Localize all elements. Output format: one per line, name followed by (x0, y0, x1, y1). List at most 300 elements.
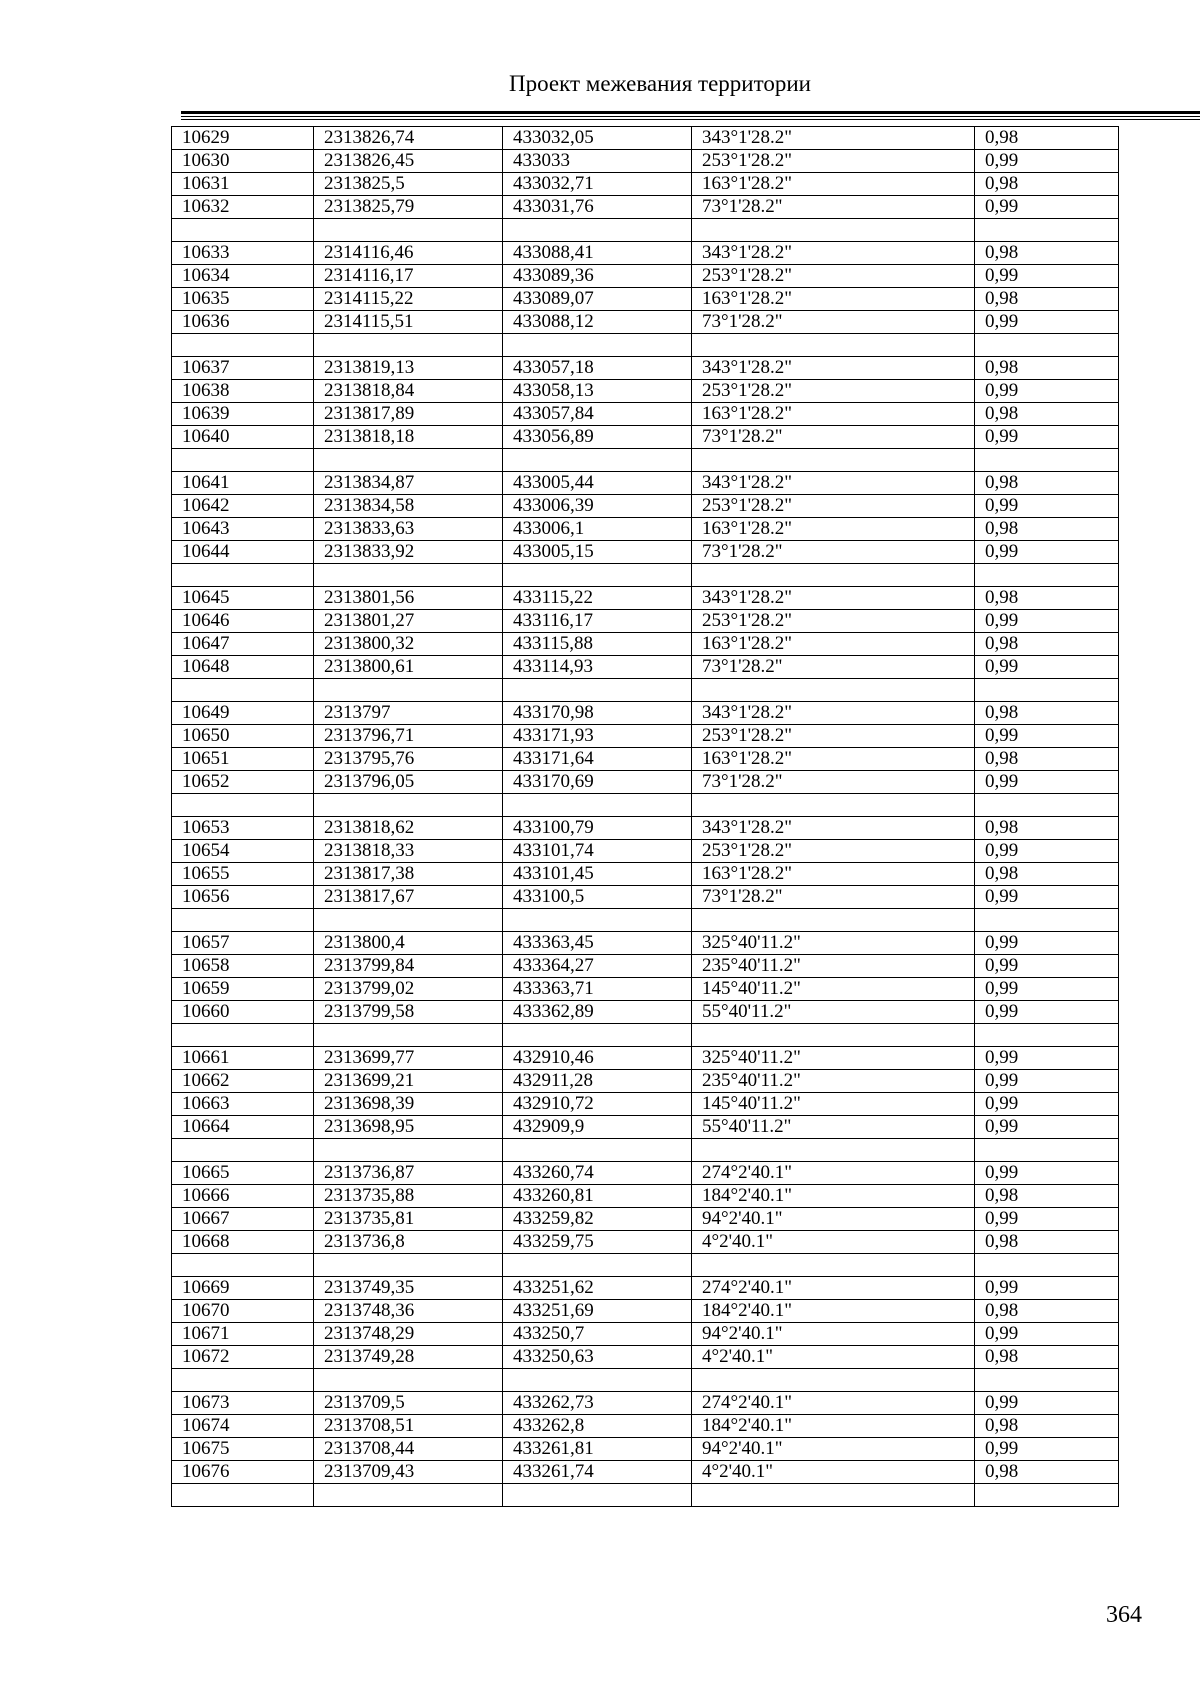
y-coordinate-cell: 433056,89 (503, 426, 692, 449)
distance-cell (975, 334, 1119, 357)
y-coordinate-cell: 433100,79 (503, 817, 692, 840)
x-coordinate-cell (314, 1254, 503, 1277)
x-coordinate-cell: 2313817,38 (314, 863, 503, 886)
y-coordinate-cell: 433088,12 (503, 311, 692, 334)
direction-angle-cell: 343°1'28.2" (692, 357, 975, 380)
distance-cell (975, 909, 1119, 932)
x-coordinate-cell: 2313800,32 (314, 633, 503, 656)
point-number-cell: 10663 (172, 1093, 314, 1116)
distance-cell: 0,99 (975, 1438, 1119, 1461)
point-number-cell: 10649 (172, 702, 314, 725)
table-row (172, 1346, 1119, 1369)
y-coordinate-cell: 433171,93 (503, 725, 692, 748)
direction-angle-cell: 343°1'28.2" (692, 817, 975, 840)
x-coordinate-cell: 2313826,45 (314, 150, 503, 173)
table-row (172, 1162, 1119, 1185)
direction-angle-cell: 73°1'28.2" (692, 196, 975, 219)
direction-angle-cell: 343°1'28.2" (692, 242, 975, 265)
table-row (172, 564, 1119, 587)
point-number-cell (172, 449, 314, 472)
y-coordinate-cell: 433089,07 (503, 288, 692, 311)
y-coordinate-cell: 433362,89 (503, 1001, 692, 1024)
direction-angle-cell (692, 219, 975, 242)
point-number-cell: 10631 (172, 173, 314, 196)
direction-angle-cell: 253°1'28.2" (692, 840, 975, 863)
point-number-cell: 10674 (172, 1415, 314, 1438)
distance-cell: 0,99 (975, 1323, 1119, 1346)
y-coordinate-cell: 433251,69 (503, 1300, 692, 1323)
y-coordinate-cell: 433363,45 (503, 932, 692, 955)
y-coordinate-cell (503, 219, 692, 242)
y-coordinate-cell (503, 1254, 692, 1277)
point-number-cell: 10648 (172, 656, 314, 679)
direction-angle-cell: 253°1'28.2" (692, 725, 975, 748)
x-coordinate-cell: 2313826,74 (314, 127, 503, 150)
x-coordinate-cell (314, 334, 503, 357)
table-row (172, 1024, 1119, 1047)
direction-angle-cell (692, 679, 975, 702)
y-coordinate-cell: 432910,72 (503, 1093, 692, 1116)
table-row (172, 610, 1119, 633)
table-row (172, 518, 1119, 541)
x-coordinate-cell: 2313698,95 (314, 1116, 503, 1139)
table-row (172, 1484, 1119, 1507)
y-coordinate-cell: 433251,62 (503, 1277, 692, 1300)
direction-angle-cell: 163°1'28.2" (692, 518, 975, 541)
x-coordinate-cell: 2313833,63 (314, 518, 503, 541)
direction-angle-cell: 274°2'40.1" (692, 1162, 975, 1185)
point-number-cell: 10669 (172, 1277, 314, 1300)
distance-cell (975, 1254, 1119, 1277)
x-coordinate-cell: 2313818,62 (314, 817, 503, 840)
point-number-cell: 10671 (172, 1323, 314, 1346)
direction-angle-cell: 184°2'40.1" (692, 1300, 975, 1323)
direction-angle-cell (692, 1484, 975, 1507)
x-coordinate-cell: 2313749,35 (314, 1277, 503, 1300)
point-number-cell: 10655 (172, 863, 314, 886)
x-coordinate-cell: 2313698,39 (314, 1093, 503, 1116)
y-coordinate-cell: 432909,9 (503, 1116, 692, 1139)
table-row (172, 1392, 1119, 1415)
point-number-cell (172, 1139, 314, 1162)
point-number-cell: 10651 (172, 748, 314, 771)
distance-cell: 0,98 (975, 1185, 1119, 1208)
y-coordinate-cell: 433259,82 (503, 1208, 692, 1231)
distance-cell: 0,98 (975, 472, 1119, 495)
y-coordinate-cell: 433363,71 (503, 978, 692, 1001)
x-coordinate-cell: 2313699,77 (314, 1047, 503, 1070)
page-header-title: Проект межевания территории (509, 71, 811, 96)
point-number-cell (172, 909, 314, 932)
point-number-cell: 10641 (172, 472, 314, 495)
table-row (172, 794, 1119, 817)
x-coordinate-cell: 2313735,81 (314, 1208, 503, 1231)
y-coordinate-cell (503, 449, 692, 472)
table-row (172, 403, 1119, 426)
distance-cell (975, 564, 1119, 587)
direction-angle-cell: 253°1'28.2" (692, 610, 975, 633)
distance-cell: 0,99 (975, 1277, 1119, 1300)
table-row (172, 633, 1119, 656)
y-coordinate-cell: 433260,74 (503, 1162, 692, 1185)
point-number-cell: 10657 (172, 932, 314, 955)
distance-cell (975, 679, 1119, 702)
distance-cell: 0,99 (975, 771, 1119, 794)
distance-cell: 0,99 (975, 1116, 1119, 1139)
point-number-cell (172, 794, 314, 817)
x-coordinate-cell (314, 909, 503, 932)
x-coordinate-cell: 2313708,51 (314, 1415, 503, 1438)
x-coordinate-cell: 2313834,87 (314, 472, 503, 495)
distance-cell: 0,98 (975, 1415, 1119, 1438)
point-number-cell: 10668 (172, 1231, 314, 1254)
point-number-cell: 10634 (172, 265, 314, 288)
point-number-cell: 10652 (172, 771, 314, 794)
direction-angle-cell: 253°1'28.2" (692, 265, 975, 288)
distance-cell (975, 1484, 1119, 1507)
direction-angle-cell: 163°1'28.2" (692, 633, 975, 656)
x-coordinate-cell: 2313735,88 (314, 1185, 503, 1208)
distance-cell: 0,99 (975, 196, 1119, 219)
table-row (172, 196, 1119, 219)
direction-angle-cell: 235°40'11.2" (692, 1070, 975, 1093)
x-coordinate-cell: 2313818,18 (314, 426, 503, 449)
direction-angle-cell: 4°2'40.1" (692, 1231, 975, 1254)
point-number-cell: 10630 (172, 150, 314, 173)
x-coordinate-cell: 2314115,22 (314, 288, 503, 311)
direction-angle-cell (692, 564, 975, 587)
point-number-cell (172, 1024, 314, 1047)
distance-cell: 0,99 (975, 541, 1119, 564)
y-coordinate-cell: 433101,74 (503, 840, 692, 863)
distance-cell: 0,99 (975, 426, 1119, 449)
point-number-cell: 10665 (172, 1162, 314, 1185)
y-coordinate-cell: 433006,1 (503, 518, 692, 541)
point-number-cell: 10629 (172, 127, 314, 150)
x-coordinate-cell (314, 1484, 503, 1507)
table-row (172, 1139, 1119, 1162)
y-coordinate-cell: 433032,71 (503, 173, 692, 196)
x-coordinate-cell (314, 1139, 503, 1162)
y-coordinate-cell: 433057,18 (503, 357, 692, 380)
point-number-cell: 10675 (172, 1438, 314, 1461)
y-coordinate-cell: 433261,81 (503, 1438, 692, 1461)
direction-angle-cell: 235°40'11.2" (692, 955, 975, 978)
header-rule-thin (181, 116, 1200, 117)
table-row (172, 219, 1119, 242)
table-row (172, 1093, 1119, 1116)
table-row (172, 1070, 1119, 1093)
distance-cell: 0,99 (975, 1162, 1119, 1185)
distance-cell: 0,99 (975, 380, 1119, 403)
x-coordinate-cell: 2313799,02 (314, 978, 503, 1001)
x-coordinate-cell: 2313748,36 (314, 1300, 503, 1323)
point-number-cell (172, 679, 314, 702)
point-number-cell (172, 1369, 314, 1392)
x-coordinate-cell (314, 564, 503, 587)
direction-angle-cell: 163°1'28.2" (692, 863, 975, 886)
distance-cell: 0,99 (975, 265, 1119, 288)
distance-cell: 0,98 (975, 288, 1119, 311)
table-row (172, 817, 1119, 840)
table-row (172, 771, 1119, 794)
point-number-cell: 10642 (172, 495, 314, 518)
y-coordinate-cell (503, 909, 692, 932)
point-number-cell (172, 1484, 314, 1507)
table-row (172, 426, 1119, 449)
x-coordinate-cell (314, 794, 503, 817)
table-row (172, 495, 1119, 518)
direction-angle-cell: 4°2'40.1" (692, 1346, 975, 1369)
distance-cell: 0,99 (975, 978, 1119, 1001)
point-number-cell: 10658 (172, 955, 314, 978)
y-coordinate-cell (503, 1484, 692, 1507)
direction-angle-cell: 274°2'40.1" (692, 1392, 975, 1415)
x-coordinate-cell: 2313825,5 (314, 173, 503, 196)
table-row (172, 380, 1119, 403)
point-number-cell: 10640 (172, 426, 314, 449)
x-coordinate-cell: 2313799,58 (314, 1001, 503, 1024)
distance-cell: 0,99 (975, 311, 1119, 334)
y-coordinate-cell: 433261,74 (503, 1461, 692, 1484)
direction-angle-cell: 343°1'28.2" (692, 127, 975, 150)
table-row (172, 357, 1119, 380)
direction-angle-cell: 4°2'40.1" (692, 1461, 975, 1484)
y-coordinate-cell (503, 334, 692, 357)
table-row (172, 242, 1119, 265)
y-coordinate-cell (503, 794, 692, 817)
direction-angle-cell: 145°40'11.2" (692, 1093, 975, 1116)
point-number-cell: 10673 (172, 1392, 314, 1415)
table-row (172, 334, 1119, 357)
x-coordinate-cell: 2313709,43 (314, 1461, 503, 1484)
x-coordinate-cell: 2314116,17 (314, 265, 503, 288)
y-coordinate-cell: 433170,98 (503, 702, 692, 725)
table-row (172, 1438, 1119, 1461)
direction-angle-cell: 253°1'28.2" (692, 380, 975, 403)
y-coordinate-cell: 433250,7 (503, 1323, 692, 1346)
direction-angle-cell: 94°2'40.1" (692, 1208, 975, 1231)
table-row (172, 1415, 1119, 1438)
table-row (172, 1231, 1119, 1254)
direction-angle-cell: 253°1'28.2" (692, 495, 975, 518)
y-coordinate-cell: 433114,93 (503, 656, 692, 679)
distance-cell: 0,98 (975, 587, 1119, 610)
coordinates-table (171, 126, 1119, 1507)
table-row (172, 725, 1119, 748)
x-coordinate-cell: 2313796,05 (314, 771, 503, 794)
distance-cell: 0,98 (975, 1300, 1119, 1323)
distance-cell (975, 1139, 1119, 1162)
header-rule-thin-lower (181, 119, 1200, 120)
point-number-cell: 10645 (172, 587, 314, 610)
direction-angle-cell: 73°1'28.2" (692, 656, 975, 679)
x-coordinate-cell: 2313800,4 (314, 932, 503, 955)
table-row (172, 1461, 1119, 1484)
x-coordinate-cell: 2313817,67 (314, 886, 503, 909)
table-row (172, 702, 1119, 725)
coordinates-table-body (172, 127, 1119, 1507)
direction-angle-cell: 343°1'28.2" (692, 702, 975, 725)
table-row (172, 955, 1119, 978)
direction-angle-cell: 94°2'40.1" (692, 1323, 975, 1346)
x-coordinate-cell: 2313801,27 (314, 610, 503, 633)
point-number-cell: 10676 (172, 1461, 314, 1484)
table-row (172, 886, 1119, 909)
x-coordinate-cell: 2313748,29 (314, 1323, 503, 1346)
x-coordinate-cell: 2314115,51 (314, 311, 503, 334)
direction-angle-cell (692, 334, 975, 357)
direction-angle-cell (692, 794, 975, 817)
x-coordinate-cell: 2313833,92 (314, 541, 503, 564)
table-row (172, 173, 1119, 196)
y-coordinate-cell: 433101,45 (503, 863, 692, 886)
distance-cell: 0,98 (975, 817, 1119, 840)
point-number-cell (172, 564, 314, 587)
direction-angle-cell: 253°1'28.2" (692, 150, 975, 173)
x-coordinate-cell: 2314116,46 (314, 242, 503, 265)
point-number-cell: 10659 (172, 978, 314, 1001)
x-coordinate-cell: 2313818,33 (314, 840, 503, 863)
y-coordinate-cell: 433259,75 (503, 1231, 692, 1254)
x-coordinate-cell (314, 1024, 503, 1047)
x-coordinate-cell: 2313795,76 (314, 748, 503, 771)
table-row (172, 909, 1119, 932)
distance-cell: 0,99 (975, 1208, 1119, 1231)
x-coordinate-cell: 2313797 (314, 702, 503, 725)
y-coordinate-cell: 433005,15 (503, 541, 692, 564)
direction-angle-cell: 55°40'11.2" (692, 1116, 975, 1139)
distance-cell: 0,99 (975, 656, 1119, 679)
table-row (172, 150, 1119, 173)
direction-angle-cell: 73°1'28.2" (692, 426, 975, 449)
x-coordinate-cell (314, 679, 503, 702)
direction-angle-cell: 163°1'28.2" (692, 748, 975, 771)
x-coordinate-cell (314, 449, 503, 472)
y-coordinate-cell (503, 1024, 692, 1047)
y-coordinate-cell: 433364,27 (503, 955, 692, 978)
y-coordinate-cell: 433115,88 (503, 633, 692, 656)
y-coordinate-cell: 432911,28 (503, 1070, 692, 1093)
point-number-cell: 10638 (172, 380, 314, 403)
direction-angle-cell: 145°40'11.2" (692, 978, 975, 1001)
table-row (172, 541, 1119, 564)
table-row (172, 748, 1119, 771)
point-number-cell: 10644 (172, 541, 314, 564)
distance-cell: 0,99 (975, 1070, 1119, 1093)
y-coordinate-cell: 433250,63 (503, 1346, 692, 1369)
distance-cell: 0,98 (975, 1231, 1119, 1254)
y-coordinate-cell (503, 1139, 692, 1162)
point-number-cell (172, 1254, 314, 1277)
distance-cell: 0,99 (975, 932, 1119, 955)
point-number-cell (172, 334, 314, 357)
table-row (172, 1254, 1119, 1277)
direction-angle-cell (692, 449, 975, 472)
direction-angle-cell: 73°1'28.2" (692, 541, 975, 564)
distance-cell: 0,98 (975, 242, 1119, 265)
distance-cell: 0,99 (975, 150, 1119, 173)
distance-cell (975, 219, 1119, 242)
distance-cell (975, 449, 1119, 472)
y-coordinate-cell: 432910,46 (503, 1047, 692, 1070)
point-number-cell: 10632 (172, 196, 314, 219)
point-number-cell: 10636 (172, 311, 314, 334)
direction-angle-cell: 325°40'11.2" (692, 932, 975, 955)
y-coordinate-cell (503, 1369, 692, 1392)
direction-angle-cell: 73°1'28.2" (692, 886, 975, 909)
x-coordinate-cell: 2313834,58 (314, 495, 503, 518)
direction-angle-cell: 73°1'28.2" (692, 771, 975, 794)
table-row (172, 1116, 1119, 1139)
point-number-cell: 10662 (172, 1070, 314, 1093)
point-number-cell: 10639 (172, 403, 314, 426)
y-coordinate-cell: 433171,64 (503, 748, 692, 771)
x-coordinate-cell: 2313708,44 (314, 1438, 503, 1461)
table-row (172, 587, 1119, 610)
point-number-cell: 10666 (172, 1185, 314, 1208)
table-row (172, 978, 1119, 1001)
y-coordinate-cell: 433031,76 (503, 196, 692, 219)
distance-cell: 0,98 (975, 357, 1119, 380)
point-number-cell: 10660 (172, 1001, 314, 1024)
table-row (172, 1185, 1119, 1208)
table-row (172, 656, 1119, 679)
direction-angle-cell (692, 909, 975, 932)
distance-cell: 0,99 (975, 1392, 1119, 1415)
table-row (172, 1300, 1119, 1323)
x-coordinate-cell: 2313749,28 (314, 1346, 503, 1369)
direction-angle-cell: 274°2'40.1" (692, 1277, 975, 1300)
y-coordinate-cell: 433115,22 (503, 587, 692, 610)
y-coordinate-cell: 433089,36 (503, 265, 692, 288)
distance-cell: 0,99 (975, 495, 1119, 518)
direction-angle-cell: 163°1'28.2" (692, 288, 975, 311)
x-coordinate-cell: 2313736,8 (314, 1231, 503, 1254)
direction-angle-cell: 94°2'40.1" (692, 1438, 975, 1461)
distance-cell (975, 794, 1119, 817)
x-coordinate-cell (314, 1369, 503, 1392)
y-coordinate-cell: 433032,05 (503, 127, 692, 150)
direction-angle-cell: 325°40'11.2" (692, 1047, 975, 1070)
distance-cell: 0,98 (975, 1461, 1119, 1484)
point-number-cell: 10664 (172, 1116, 314, 1139)
direction-angle-cell: 55°40'11.2" (692, 1001, 975, 1024)
y-coordinate-cell: 433170,69 (503, 771, 692, 794)
distance-cell: 0,98 (975, 518, 1119, 541)
table-row (172, 863, 1119, 886)
y-coordinate-cell: 433057,84 (503, 403, 692, 426)
direction-angle-cell: 184°2'40.1" (692, 1415, 975, 1438)
direction-angle-cell (692, 1369, 975, 1392)
direction-angle-cell (692, 1139, 975, 1162)
distance-cell (975, 1024, 1119, 1047)
distance-cell: 0,99 (975, 725, 1119, 748)
direction-angle-cell: 163°1'28.2" (692, 403, 975, 426)
x-coordinate-cell: 2313709,5 (314, 1392, 503, 1415)
y-coordinate-cell: 433058,13 (503, 380, 692, 403)
point-number-cell: 10647 (172, 633, 314, 656)
point-number-cell: 10672 (172, 1346, 314, 1369)
y-coordinate-cell: 433262,8 (503, 1415, 692, 1438)
y-coordinate-cell: 433006,39 (503, 495, 692, 518)
point-number-cell: 10670 (172, 1300, 314, 1323)
y-coordinate-cell: 433033 (503, 150, 692, 173)
direction-angle-cell: 73°1'28.2" (692, 311, 975, 334)
table-row (172, 127, 1119, 150)
direction-angle-cell: 343°1'28.2" (692, 587, 975, 610)
table-row (172, 1001, 1119, 1024)
